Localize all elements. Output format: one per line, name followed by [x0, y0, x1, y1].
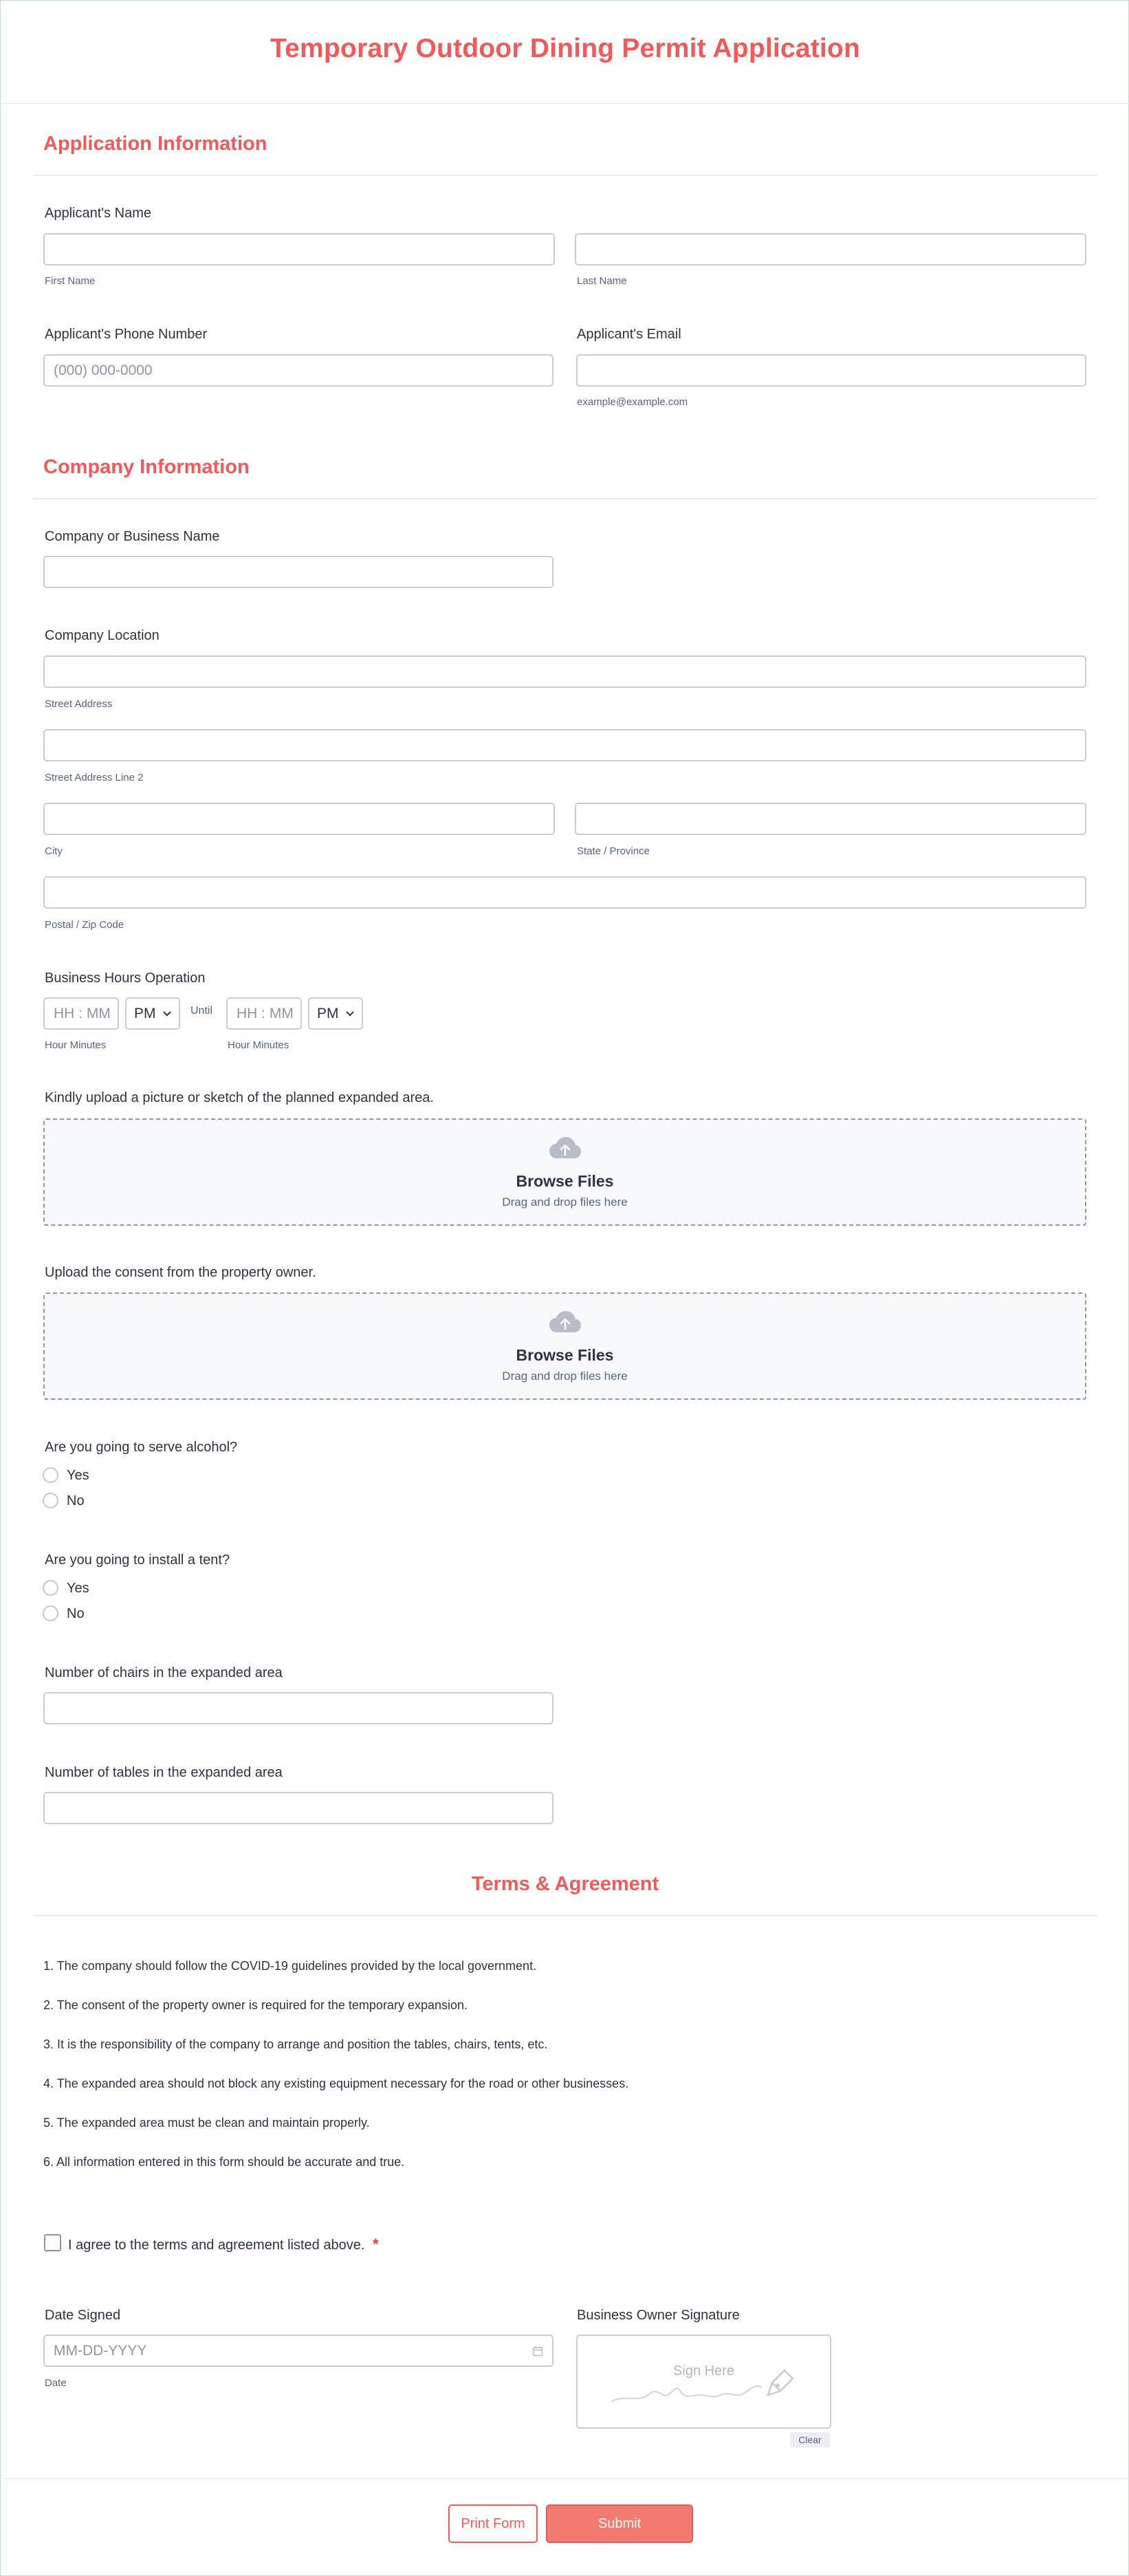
postal-code-sublabel: Postal / Zip Code: [45, 919, 124, 931]
form-title: Temporary Outdoor Dining Permit Application: [270, 34, 860, 63]
alcohol-yes-radio[interactable]: [43, 1467, 58, 1483]
company-name-label: Company or Business Name: [45, 529, 220, 544]
company-name-input[interactable]: [43, 556, 553, 588]
end-ampm-value: PM: [317, 1005, 339, 1021]
submit-button[interactable]: Submit: [546, 2504, 693, 2543]
state-sublabel: State / Province: [577, 845, 650, 857]
section-title-application: Application Information: [43, 133, 267, 155]
business-hours-label: Business Hours Operation: [45, 971, 206, 986]
agree-label-text: I agree to the terms and agreement listed above.: [68, 2238, 365, 2253]
alcohol-question-label: Are you going to serve alcohol?: [45, 1440, 238, 1455]
term-item: 5. The expanded area must be clean and maintain properly.: [43, 2116, 370, 2130]
section-title-terms: Terms & Agreement: [471, 1873, 659, 1895]
date-sublabel: Date: [45, 2377, 67, 2389]
clear-signature-button[interactable]: Clear: [790, 2432, 830, 2447]
browse-files-label[interactable]: Browse Files: [516, 1346, 614, 1364]
phone-placeholder: (000) 000-0000: [54, 362, 153, 378]
drag-drop-hint: Drag and drop files here: [502, 1195, 628, 1209]
footer-divider: [1, 2478, 1129, 2479]
tables-label: Number of tables in the expanded area: [45, 1765, 283, 1780]
phone-input[interactable]: [43, 354, 553, 387]
agree-checkbox[interactable]: [44, 2234, 61, 2251]
agree-label[interactable]: [68, 2236, 379, 2253]
email-input[interactable]: [576, 354, 1086, 387]
section-title-company: Company Information: [43, 456, 250, 478]
chairs-input[interactable]: [43, 1692, 553, 1724]
street-address-2-input[interactable]: [43, 729, 1086, 761]
last-name-input[interactable]: [575, 233, 1086, 266]
start-time-input[interactable]: [43, 997, 119, 1030]
phone-label: Applicant's Phone Number: [45, 327, 208, 342]
calendar-icon[interactable]: [532, 2346, 543, 2357]
email-label: Applicant's Email: [577, 327, 681, 342]
term-item: 6. All information entered in this form should be accurate and true.: [43, 2155, 405, 2169]
term-item: 1. The company should follow the COVID-19 guidelines provided by the local government.: [43, 1959, 537, 1973]
start-time-sublabel: Hour Minutes: [45, 1039, 107, 1051]
alcohol-no-radio[interactable]: [43, 1493, 58, 1508]
term-item: 3. It is the responsibility of the company to arrange and position the tables, chairs, tents, etc.: [43, 2037, 548, 2051]
end-ampm-select[interactable]: [308, 997, 363, 1030]
end-time-placeholder: HH : MM: [237, 1005, 294, 1021]
tent-question-label: Are you going to install a tent?: [45, 1552, 230, 1568]
date-signed-input[interactable]: [43, 2335, 553, 2367]
first-name-input[interactable]: [43, 233, 555, 266]
signature-pad[interactable]: [576, 2335, 831, 2429]
alcohol-no-label[interactable]: No: [67, 1493, 85, 1508]
section-divider: [33, 498, 1097, 499]
cloud-upload-icon: [549, 1310, 582, 1334]
last-name-sublabel: Last Name: [577, 275, 627, 287]
upload-area-dropzone[interactable]: [43, 1118, 1086, 1226]
browse-files-label[interactable]: Browse Files: [516, 1172, 614, 1190]
end-time-input[interactable]: [226, 997, 302, 1030]
applicant-name-label: Applicant's Name: [45, 206, 151, 221]
tables-input[interactable]: [43, 1792, 553, 1824]
drag-drop-hint: Drag and drop files here: [502, 1370, 628, 1383]
signature-label: Business Owner Signature: [577, 2308, 740, 2323]
date-placeholder: MM-DD-YYYY: [54, 2342, 147, 2359]
section-divider: [33, 175, 1097, 176]
street-address-2-sublabel: Street Address Line 2: [45, 772, 144, 783]
section-divider: [33, 1915, 1097, 1916]
alcohol-yes-label[interactable]: Yes: [67, 1468, 89, 1483]
tent-no-label[interactable]: No: [67, 1606, 85, 1621]
street-address-input[interactable]: [43, 656, 1086, 688]
upload-consent-dropzone[interactable]: [43, 1292, 1086, 1400]
start-ampm-value: PM: [134, 1005, 156, 1021]
chevron-down-icon: [162, 1010, 172, 1017]
email-sublabel: example@example.com: [577, 396, 688, 408]
date-signed-label: Date Signed: [45, 2308, 121, 2323]
cloud-upload-icon: [549, 1136, 582, 1160]
upload-consent-label: Upload the consent from the property owner.: [45, 1265, 316, 1280]
start-ampm-select[interactable]: [125, 997, 180, 1030]
city-sublabel: City: [45, 845, 63, 857]
end-time-sublabel: Hour Minutes: [228, 1039, 289, 1051]
tent-no-radio[interactable]: [43, 1605, 58, 1621]
tent-yes-radio[interactable]: [43, 1580, 58, 1596]
chairs-label: Number of chairs in the expanded area: [45, 1665, 283, 1680]
signature-pen-icon: [609, 2363, 808, 2412]
start-time-placeholder: HH : MM: [54, 1005, 111, 1021]
company-location-label: Company Location: [45, 628, 160, 643]
street-address-sublabel: Street Address: [45, 698, 113, 710]
city-input[interactable]: [43, 803, 555, 835]
tent-yes-label[interactable]: Yes: [67, 1581, 89, 1596]
until-label: Until: [190, 1005, 213, 1017]
required-asterisk: *: [372, 2236, 379, 2253]
state-input[interactable]: [575, 803, 1086, 835]
term-item: 4. The expanded area should not block any existing equipment necessary for the road or other businesses.: [43, 2077, 629, 2090]
header-divider: [1, 103, 1129, 104]
sign-here-hint: Sign Here: [673, 2363, 734, 2379]
term-item: 2. The consent of the property owner is required for the temporary expansion.: [43, 1998, 468, 2012]
print-form-button[interactable]: Print Form: [448, 2504, 538, 2543]
upload-area-label: Kindly upload a picture or sketch of the planned expanded area.: [45, 1090, 434, 1105]
first-name-sublabel: First Name: [45, 275, 96, 287]
postal-code-input[interactable]: [43, 876, 1086, 909]
chevron-down-icon: [345, 1010, 355, 1017]
